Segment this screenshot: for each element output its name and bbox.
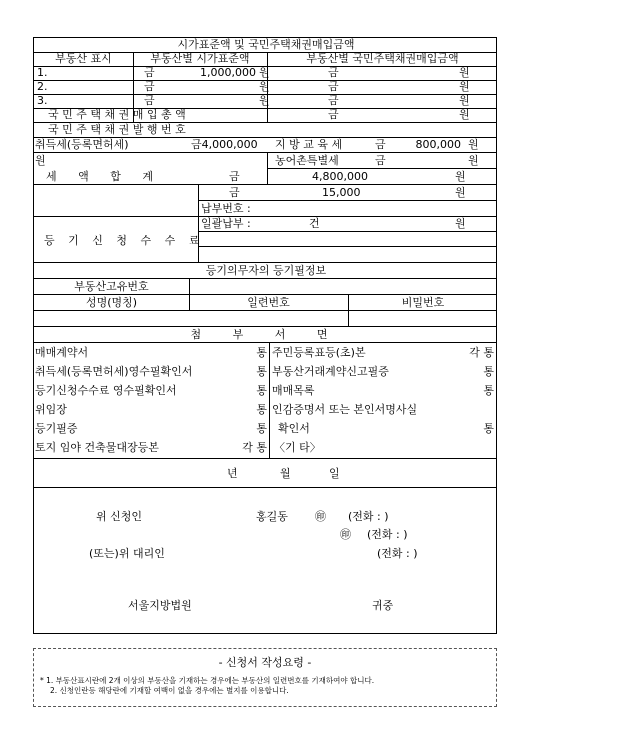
attachment-item: 취득세(등록면허세)영수필확인서 — [35, 365, 193, 378]
agent-label: (또는)위 대리인 — [89, 547, 165, 560]
name-label: 성명(명칭) — [85, 296, 138, 309]
attachment-qty: 통 — [256, 384, 267, 397]
attachment-item: 매매목록 — [272, 384, 315, 397]
attachment-item: 등기필증 — [35, 422, 78, 435]
row-bond-prefix: 금 — [328, 66, 339, 79]
tax-total-unit: 원 — [455, 170, 466, 183]
attachment-qty: 각 통 — [469, 346, 494, 359]
bulk-payment-label: 일괄납부 : — [201, 217, 251, 230]
attachment-item: 부동산거래계약신고필증 — [272, 365, 389, 378]
local-edu-tax-amount: 800,000 — [415, 138, 461, 151]
attachment-item: 토지 임야 건축물대장등본 — [35, 441, 159, 454]
total-bond-prefix: 금 — [328, 108, 339, 121]
row-amount: 1,000,000 — [200, 66, 256, 79]
date-year: 년 — [227, 467, 238, 480]
row-unit: 원 — [259, 94, 270, 107]
agent-phone: (전화 : ) — [377, 547, 418, 560]
header-bond-amount: 부동산별 국민주택채권매입금액 — [306, 52, 459, 65]
acquisition-tax-amount: 금4,000,000 — [191, 138, 258, 151]
row-label: 3. — [37, 94, 48, 107]
applicant-phone: (전화 : ) — [348, 510, 389, 523]
attachment-qty: 통 — [483, 422, 494, 435]
rural-tax-label: 농어촌특별세 — [275, 154, 339, 167]
row-label: 2. — [37, 80, 48, 93]
date-month: 월 — [280, 467, 291, 480]
row-bond-prefix: 금 — [328, 80, 339, 93]
attachment-item: 위임장 — [35, 403, 67, 416]
tax-total-prefix: 금 — [229, 170, 240, 183]
obligor-title: 등기의무자의 등기필정보 — [205, 264, 327, 277]
date-day: 일 — [329, 467, 340, 480]
attachment-qty: 각 통 — [242, 441, 267, 454]
attachment-qty: 통 — [256, 403, 267, 416]
attachment-item: 매매계약서 — [35, 346, 89, 359]
attachment-item: 확인서 — [278, 422, 310, 435]
writing-guide — [33, 648, 497, 707]
header-standard-price: 부동산별 시가표준액 — [150, 52, 250, 65]
total-bond-label: 국 민 주 택 채 권 매 입 총 액 — [48, 108, 186, 121]
second-phone: (전화 : ) — [367, 528, 408, 541]
row-bond-unit: 원 — [459, 80, 470, 93]
attachment-qty: 통 — [256, 365, 267, 378]
password-label: 비밀번호 — [401, 296, 445, 309]
attachment-qty: 통 — [483, 384, 494, 397]
rural-tax-unit: 원 — [468, 154, 479, 167]
row-prefix: 금 — [144, 94, 155, 107]
unique-number-label: 부동산고유번호 — [74, 280, 149, 293]
local-edu-tax-unit: 원 — [468, 138, 479, 151]
attachment-qty: 통 — [256, 422, 267, 435]
payment-number-label: 납부번호 : — [201, 202, 251, 215]
bulk-count-unit: 건 — [309, 217, 320, 230]
local-edu-tax-label: 지 방 교 육 세 — [275, 138, 343, 151]
guide-title: - 신청서 작성요령 - — [218, 656, 312, 669]
guide-line: 2. 신청인란등 해당란에 기재할 여백이 없을 경우에는 별지를 이용합니다. — [50, 686, 289, 695]
applicant-label: 위 신청인 — [96, 510, 143, 523]
seal-mark: ㊞ — [340, 528, 351, 541]
row-prefix: 금 — [144, 66, 155, 79]
bulk-won: 원 — [455, 217, 466, 230]
row-prefix: 금 — [144, 80, 155, 93]
row-label: 1. — [37, 66, 48, 79]
attachment-item: 등기신청수수료 영수필확인서 — [35, 384, 177, 397]
local-edu-tax-prefix: 금 — [375, 138, 386, 151]
acquisition-tax-unit: 원 — [35, 154, 46, 167]
total-bond-unit: 원 — [459, 108, 470, 121]
attachment-qty: 통 — [483, 365, 494, 378]
bond-number-label: 국 민 주 택 채 권 발 행 번 호 — [48, 123, 186, 136]
attachment-item: 주민등록표등(초)본 — [272, 346, 366, 359]
fee-amount: 15,000 — [322, 186, 361, 199]
attachment-item: 인감증명서 또는 본인서명사실 — [272, 403, 418, 416]
row-unit: 원 — [259, 66, 270, 79]
tax-total-label: 세 액 합 계 — [46, 170, 162, 183]
guide-line: * 1. 부동산표시란에 2개 이상의 부동산을 기재하는 경우에는 부동산의 일련번호를 기재하여야 합니다. — [40, 676, 375, 685]
row-bond-prefix: 금 — [328, 94, 339, 107]
fee-label: 등 기 신 청 수 수 료 — [44, 234, 205, 247]
applicant-name: 홍길동 — [256, 510, 288, 523]
attachment-qty: 통 — [256, 346, 267, 359]
addressee: 귀중 — [372, 599, 394, 612]
row-bond-unit: 원 — [459, 94, 470, 107]
seal-mark: ㊞ — [315, 510, 326, 523]
fee-unit: 원 — [455, 186, 466, 199]
serial-label: 일련번호 — [247, 296, 290, 309]
row-unit: 원 — [259, 80, 270, 93]
attachment-item: 〈기 타〉 — [274, 441, 321, 454]
rural-tax-prefix: 금 — [375, 154, 386, 167]
table-title: 시가표준액 및 국민주택채권매입금액 — [177, 38, 355, 51]
application-form — [33, 37, 497, 634]
fee-prefix: 금 — [229, 186, 240, 199]
court-name: 서울지방법원 — [128, 599, 192, 612]
tax-total-amount: 4,800,000 — [312, 170, 368, 183]
row-bond-unit: 원 — [459, 66, 470, 79]
acquisition-tax-label: 취득세(등록면허세) — [35, 138, 129, 151]
attachments-title: 첨 부 서 면 — [190, 328, 342, 341]
header-property: 부동산 표시 — [55, 52, 112, 65]
